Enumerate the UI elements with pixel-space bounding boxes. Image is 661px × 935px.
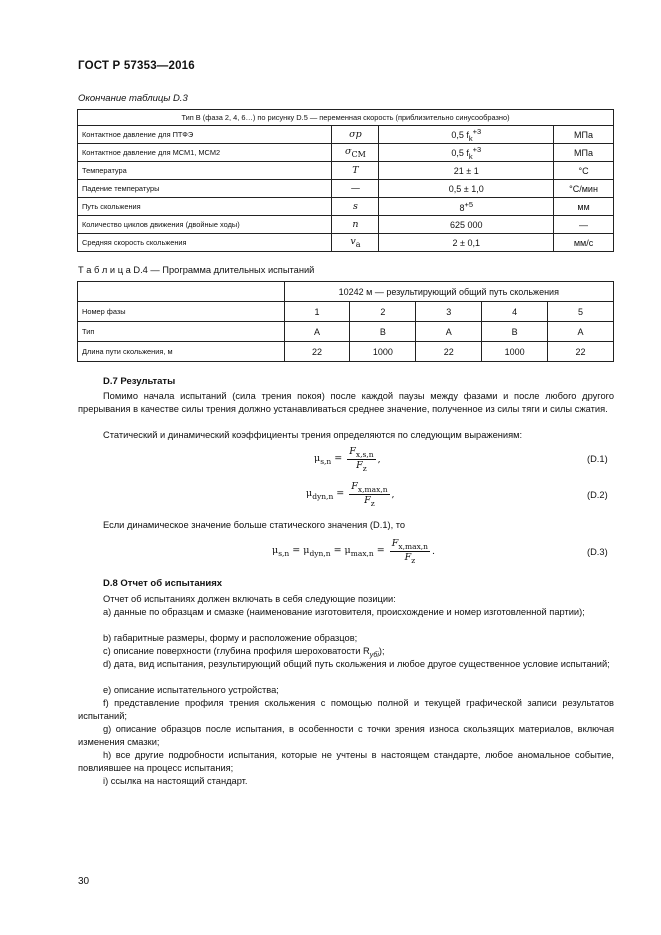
cell: 1 xyxy=(284,302,350,322)
cell: B xyxy=(350,322,416,342)
param-symbol: — xyxy=(332,180,379,198)
param-value: 21 ± 1 xyxy=(379,162,554,180)
row-label: Длина пути скольжения, м xyxy=(78,342,285,362)
equation-number: (D.1) xyxy=(587,454,608,464)
param-unit: мм xyxy=(554,198,614,216)
param-name: Температура xyxy=(78,162,332,180)
table-row xyxy=(78,342,614,362)
cell: 22 xyxy=(416,342,482,362)
table-d4 xyxy=(77,281,614,362)
table-d3-caption: Окончание таблицы D.3 xyxy=(78,93,188,104)
cell: 2 xyxy=(350,302,416,322)
param-name: Контактное давление для МСМ1, МСМ2 xyxy=(78,144,332,162)
list-item: h) все другие подробности испытания, которые не учтены в настоящем стандарте, любое аномальное событие, повлиявшее на процесс испытания; xyxy=(78,750,614,773)
table-row xyxy=(78,198,614,216)
table-row xyxy=(78,322,614,342)
param-symbol: $\sigma_{CM}$ xyxy=(332,144,379,162)
cell: A xyxy=(416,322,482,342)
list-item: d) дата, вид испытания, результирующий общий путь скольжения и любое другое существенное условие испытаний; xyxy=(103,659,610,669)
param-name: Количество циклов движения (двойные ходы) xyxy=(78,216,332,234)
list-item: g) описание образцов после испытания, в особенности с точки зрения износа скользящих материалов, включая изменения смазки; xyxy=(78,724,614,747)
param-unit: МПа xyxy=(554,144,614,162)
param-name: Путь скольжения xyxy=(78,198,332,216)
section-d8-intro: Отчет об испытаниях должен включать в себя следующие позиции: xyxy=(103,594,396,604)
table-row xyxy=(78,162,614,180)
document-header: ГОСТ Р 57353—2016 xyxy=(78,60,195,72)
table-d4-corner xyxy=(78,282,285,302)
param-value: 2 ± 0,1 xyxy=(379,234,554,252)
param-value: $8^{+5}$ xyxy=(379,198,554,216)
param-value: 0,5 $f_k^{+3}$ xyxy=(379,126,554,144)
table-row xyxy=(78,126,614,144)
section-d7-paragraph: Статический и динамический коэффициенты трения определяются по следующим выражениям: xyxy=(103,430,523,440)
table-row xyxy=(78,302,614,322)
table-row xyxy=(78,144,614,162)
equation-number: (D.2) xyxy=(587,490,608,500)
param-unit: °C/мин xyxy=(554,180,614,198)
equation-d2: $\mu_{dyn,n}$ = $\frac{F_{x,max,n}}{F_z}$ , xyxy=(306,481,395,508)
section-d7-paragraph: Если динамическое значение больше статического значения (D.1), то xyxy=(103,520,406,530)
param-unit: — xyxy=(554,216,614,234)
table-row xyxy=(78,234,614,252)
page-number: 30 xyxy=(78,876,90,887)
param-symbol: s xyxy=(332,198,379,216)
cell: 1000 xyxy=(482,342,548,362)
list-item: b) габаритные размеры, форму и расположение образцов; xyxy=(103,633,358,643)
param-value: 0,5 $f_k^{+3}$ xyxy=(379,144,554,162)
param-unit: МПа xyxy=(554,126,614,144)
equation-number: (D.3) xyxy=(587,547,608,557)
list-item: f) представление профиля трения скольжения с помощью полной и текущей графической записи результатов испытаний; xyxy=(78,698,614,721)
param-unit: °C xyxy=(554,162,614,180)
cell: 5 xyxy=(548,302,614,322)
param-name: Падение температуры xyxy=(78,180,332,198)
row-label: Номер фазы xyxy=(78,302,285,322)
table-d3 xyxy=(77,109,614,252)
param-name: Средняя скорость скольжения xyxy=(78,234,332,252)
section-d7-title: D.7 Результаты xyxy=(103,376,176,387)
table-d4-caption: Т а б л и ц а D.4 — Программа длительных испытаний xyxy=(78,265,315,275)
equation-d1: $\mu_{s,n}$ = $\frac{F_{x,s,n}}{F_z}$ , xyxy=(314,446,381,473)
param-name: Контактное давление для ПТФЭ xyxy=(78,126,332,144)
equation-d3: $\mu_{s,n} = \mu_{dyn,n} = \mu_{max,n}$ = $\frac{F_{x,max,n}}{F_z}$ . xyxy=(272,538,436,565)
table-d3-span-row: Тип В (фаза 2, 4, 6…) по рисунку D.5 — переменная скорость (приблизительно синусообразно) xyxy=(78,110,614,126)
cell: 22 xyxy=(284,342,350,362)
cell: 3 xyxy=(416,302,482,322)
param-symbol: n xyxy=(332,216,379,234)
list-item: а) данные по образцам и смазке (наименование изготовителя, происхождение и номер изготовленной партии); xyxy=(103,607,585,617)
section-d7-paragraph: Помимо начала испытаний (сила трения покоя) после каждой паузы между фазами и после любого другого прерывания в качестве силы трения должно устанавливаться среднее значение, полученное из силы тяги и силы сжатия. xyxy=(78,391,614,414)
table-d4-header: 10242 м — результирующий общий путь скольжения xyxy=(284,282,613,302)
cell: A xyxy=(284,322,350,342)
section-d8-title: D.8 Отчет об испытаниях xyxy=(103,578,223,589)
cell: 22 xyxy=(548,342,614,362)
table-row xyxy=(78,180,614,198)
param-unit: мм/с xyxy=(554,234,614,252)
cell: A xyxy=(548,322,614,342)
table-row xyxy=(78,216,614,234)
param-value: 625 000 xyxy=(379,216,554,234)
cell: 1000 xyxy=(350,342,416,362)
param-symbol: σр xyxy=(332,126,379,144)
param-value: 0,5 ± 1,0 xyxy=(379,180,554,198)
list-item: e) описание испытательного устройства; xyxy=(103,685,279,695)
list-item: c) описание поверхности (глубина профиля шероховатости $R_{убі}$); xyxy=(103,646,385,659)
param-symbol: T xyxy=(332,162,379,180)
cell: 4 xyxy=(482,302,548,322)
row-label: Тип xyxy=(78,322,285,342)
list-item: i) ссылка на настоящий стандарт. xyxy=(103,776,248,786)
cell: B xyxy=(482,322,548,342)
param-symbol: $v_a$ xyxy=(332,234,379,252)
